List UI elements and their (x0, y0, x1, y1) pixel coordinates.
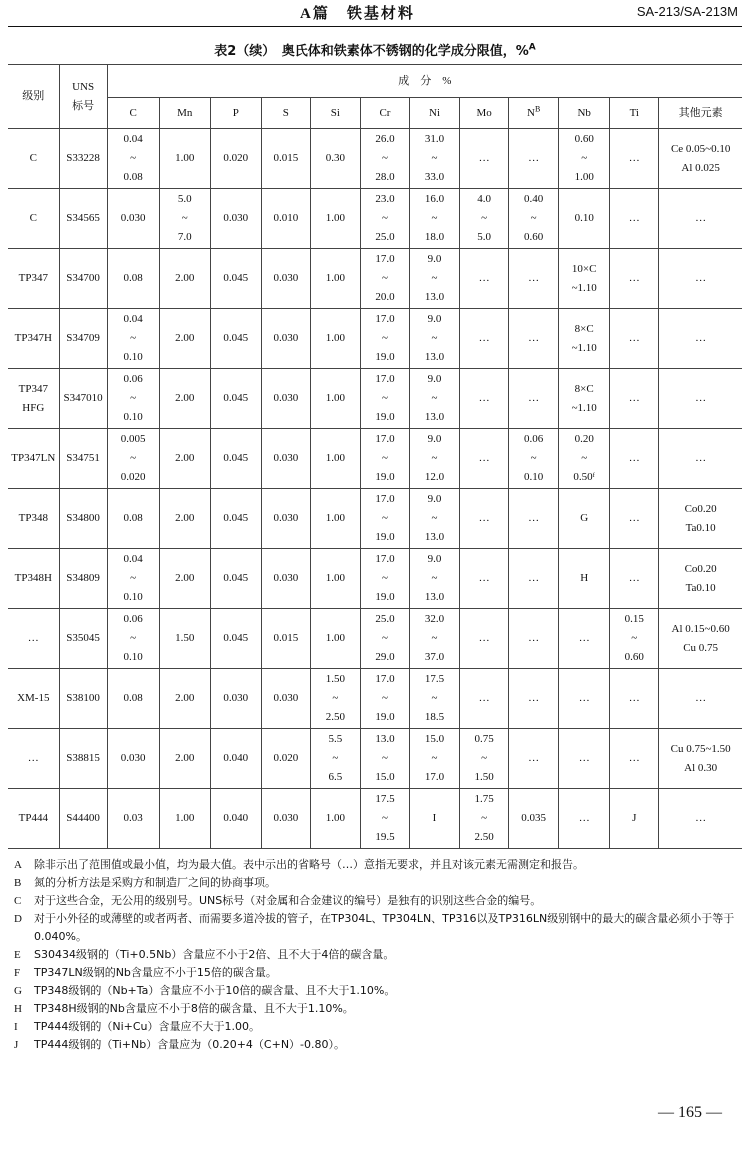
table-cell: 1.00 (310, 609, 360, 669)
header-grade: 级别 (8, 65, 59, 129)
table-cell: 5.5 ~ 6.5 (310, 729, 360, 789)
table-row (8, 429, 742, 489)
table-cell: … (509, 669, 559, 729)
table-cell: 9.0 ~ 13.0 (409, 249, 459, 309)
table-cell: … (509, 129, 559, 189)
footnote-text: TP444级钢的（Ti+Nb）含量应为（0.20+4（C+N）-0.80）。 (34, 1038, 346, 1051)
header-uns: UNS 标号 (59, 65, 107, 129)
table-row (8, 189, 742, 249)
table-cell: C (8, 189, 59, 249)
table-cell: 0.020 (210, 129, 261, 189)
table-cell: S34709 (59, 309, 107, 369)
footnote-text: TP348级钢的（Nb+Ta）含量应不小于10倍的碳含量、且不大于1.10%。 (34, 984, 396, 997)
table-cell: … (610, 369, 659, 429)
table-cell: 0.030 (107, 189, 159, 249)
table-cell: 0.030 (261, 309, 310, 369)
table-cell: 0.045 (210, 369, 261, 429)
running-header-standard: SA-213/SA-213M (636, 4, 738, 19)
table-cell: 0.06 ~ 0.10 (509, 429, 559, 489)
table-cell: … (460, 309, 509, 369)
table-cell: … (460, 549, 509, 609)
table-cell: 0.04 ~ 0.10 (107, 309, 159, 369)
header-element-5: Cr (360, 98, 409, 129)
footnote-text: TP444级钢的（Ni+Cu）含量应不大于1.00。 (34, 1020, 260, 1033)
table-cell: 0.035 (509, 789, 559, 849)
table-cell: … (610, 189, 659, 249)
table-cell: … (610, 549, 659, 609)
table-cell: 1.00 (310, 369, 360, 429)
header-rule (8, 26, 742, 27)
table-cell: … (610, 489, 659, 549)
table-cell: … (460, 369, 509, 429)
table-cell: … (610, 669, 659, 729)
table-cell: 17.0 ~ 19.0 (360, 489, 409, 549)
table-cell: 1.00 (310, 789, 360, 849)
table-cell: 2.00 (159, 669, 210, 729)
footnotes (14, 856, 742, 1054)
footnote-key: B (14, 877, 22, 889)
table-cell: 1.00 (310, 489, 360, 549)
table-row (8, 249, 742, 309)
footnote-text: 氮的分析方法是采购方和制造厂之间的协商事项。 (34, 876, 276, 889)
table-cell: 2.00 (159, 729, 210, 789)
table-cell: 0.030 (210, 669, 261, 729)
footnote-key: C (14, 895, 22, 907)
table-cell: 9.0 ~ 13.0 (409, 309, 459, 369)
table-cell: 0.045 (210, 309, 261, 369)
table-cell: J (610, 789, 659, 849)
table-cell: 17.5 ~ 19.5 (360, 789, 409, 849)
table-cell: 1.00 (310, 189, 360, 249)
table-cell: 9.0 ~ 12.0 (409, 429, 459, 489)
table-cell: … (460, 129, 509, 189)
header-element-6: Ni (409, 98, 459, 129)
table-cell: Co0.20 Ta0.10 (659, 489, 742, 549)
footnote (14, 892, 742, 910)
table-cell: 25.0 ~ 29.0 (360, 609, 409, 669)
table-cell: 0.030 (261, 549, 310, 609)
table-cell: 0.045 (210, 489, 261, 549)
table-row (8, 729, 742, 789)
table-cell: 0.045 (210, 249, 261, 309)
table-cell: Ce 0.05~0.10 Al 0.025 (659, 129, 742, 189)
footnote-key: H (14, 1003, 22, 1015)
footnote-key: D (14, 913, 22, 925)
table-cell: C (8, 129, 59, 189)
table-cell: Cu 0.75~1.50 Al 0.30 (659, 729, 742, 789)
table-cell: 1.00 (310, 309, 360, 369)
caption-text: 表2（续） 奥氏体和铁素体不锈钢的化学成分限值，% (214, 44, 529, 59)
footnote (14, 946, 742, 964)
table-cell: … (460, 669, 509, 729)
table-cell: … (659, 249, 742, 309)
table-cell: TP347LN (8, 429, 59, 489)
header-element-3: S (261, 98, 310, 129)
table-cell: 10×C ~1.10 (559, 249, 610, 309)
table-cell: 0.030 (261, 429, 310, 489)
table-cell: 17.0 ~ 19.0 (360, 309, 409, 369)
table-cell: … (559, 729, 610, 789)
table-row (8, 309, 742, 369)
footnote-text: 除非示出了范围值或最小值，均为最大值。表中示出的省略号（…）意指无要求，并且对该元素无需测定和报告。 (34, 858, 584, 871)
table-cell: TP347 HFG (8, 369, 59, 429)
table-cell: TP444 (8, 789, 59, 849)
caption-footnote-mark: A (528, 42, 536, 53)
table-cell: 0.08 (107, 489, 159, 549)
table-cell: … (8, 609, 59, 669)
header-element-7: Mo (460, 98, 509, 129)
table-cell: … (659, 669, 742, 729)
table-cell: 0.75 ~ 1.50 (460, 729, 509, 789)
table-cell: 0.08 (107, 669, 159, 729)
table-cell: 0.045 (210, 549, 261, 609)
table-cell: 0.030 (261, 249, 310, 309)
table-cell: … (610, 309, 659, 369)
table-cell: … (509, 489, 559, 549)
table-row (8, 369, 742, 429)
table-cell: TP348 (8, 489, 59, 549)
table-cell: … (610, 429, 659, 489)
footnote (14, 964, 742, 982)
header-element-8: $N^B$ (509, 98, 559, 129)
table-cell: 0.015 (261, 129, 310, 189)
table-cell: 0.15 ~ 0.60 (610, 609, 659, 669)
table-cell: … (659, 369, 742, 429)
table-cell: … (460, 249, 509, 309)
table-cell: 0.40 ~ 0.60 (509, 189, 559, 249)
table-cell: 0.030 (261, 369, 310, 429)
table-cell: 0.045 (210, 429, 261, 489)
footnote (14, 1000, 742, 1018)
table-cell: 2.00 (159, 489, 210, 549)
chemical-composition-table (8, 64, 742, 849)
table-cell: 2.00 (159, 549, 210, 609)
table-cell: … (460, 429, 509, 489)
table-cell: … (610, 729, 659, 789)
table-cell: 0.030 (210, 189, 261, 249)
running-header-title: A篇 铁基材料 (300, 6, 415, 22)
table-cell: S33228 (59, 129, 107, 189)
table-cell: 2.00 (159, 429, 210, 489)
table-cell: S38815 (59, 729, 107, 789)
table-cell: 0.010 (261, 189, 310, 249)
table-cell: 8×C ~1.10 (559, 369, 610, 429)
table-cell: 15.0 ~ 17.0 (409, 729, 459, 789)
table-cell: 9.0 ~ 13.0 (409, 369, 459, 429)
footnote-text: TP348H级钢的Nb含量应不小于8倍的碳含量、且不大于1.10%。 (34, 1002, 354, 1015)
header-element-1: Mn (159, 98, 210, 129)
table-cell: 0.030 (261, 669, 310, 729)
table-cell: 13.0 ~ 15.0 (360, 729, 409, 789)
footnote (14, 910, 742, 946)
table-cell: G (559, 489, 610, 549)
footnote-text: 对于这些合金，无公用的级别号。UNS标号（对金属和合金建议的编号）是独有的识别这些合金的编号。 (34, 894, 542, 907)
table-cell: 0.030 (261, 489, 310, 549)
table-cell: 1.50 (159, 609, 210, 669)
table-cell: 17.0 ~ 19.0 (360, 429, 409, 489)
table-cell: … (509, 249, 559, 309)
table-cell: … (509, 309, 559, 369)
table-cell: 1.00 (310, 549, 360, 609)
table-cell: 0.030 (107, 729, 159, 789)
footnote (14, 1018, 742, 1036)
table-row (8, 129, 742, 189)
table-cell: 2.00 (159, 309, 210, 369)
footnote-text: TP347LN级钢的Nb含量应不小于15倍的碳含量。 (34, 966, 277, 979)
table-cell: 4.0 ~ 5.0 (460, 189, 509, 249)
table-cell: 0.045 (210, 609, 261, 669)
table-cell: 9.0 ~ 13.0 (409, 489, 459, 549)
table-row (8, 669, 742, 729)
footnote (14, 1036, 742, 1054)
table-cell: … (659, 429, 742, 489)
table-cell: 32.0 ~ 37.0 (409, 609, 459, 669)
table-cell: … (559, 789, 610, 849)
table-cell: 0.60 ~ 1.00 (559, 129, 610, 189)
table-cell: 16.0 ~ 18.0 (409, 189, 459, 249)
table-cell: … (509, 729, 559, 789)
table-cell: Al 0.15~0.60 Cu 0.75 (659, 609, 742, 669)
table-cell: 1.00 (310, 249, 360, 309)
footnote (14, 982, 742, 1000)
table-cell: XM-15 (8, 669, 59, 729)
table-cell: TP348H (8, 549, 59, 609)
table-cell: H (559, 549, 610, 609)
table-cell: Co0.20 Ta0.10 (659, 549, 742, 609)
header-element-4: Si (310, 98, 360, 129)
table-cell: 0.03 (107, 789, 159, 849)
table-cell: TP347H (8, 309, 59, 369)
table-cell: 17.0 ~ 20.0 (360, 249, 409, 309)
table-cell: 1.00 (159, 789, 210, 849)
table-cell: 31.0 ~ 33.0 (409, 129, 459, 189)
table-cell: 1.00 (310, 429, 360, 489)
table-cell: 2.00 (159, 249, 210, 309)
footnote (14, 874, 742, 892)
table-cell: 0.04 ~ 0.10 (107, 549, 159, 609)
table-cell: S34809 (59, 549, 107, 609)
table-caption (0, 40, 750, 59)
table-cell: … (8, 729, 59, 789)
table-cell: … (559, 669, 610, 729)
table-cell: S34565 (59, 189, 107, 249)
header-element-10: Ti (610, 98, 659, 129)
table-cell: 17.0 ~ 19.0 (360, 369, 409, 429)
table-cell: 2.00 (159, 369, 210, 429)
table-cell: … (509, 609, 559, 669)
table-cell: 23.0 ~ 25.0 (360, 189, 409, 249)
table-cell: … (460, 609, 509, 669)
footnote-key: E (14, 949, 21, 961)
table-cell: 0.10 (559, 189, 610, 249)
table-cell: 1.50 ~ 2.50 (310, 669, 360, 729)
table-cell: S347010 (59, 369, 107, 429)
table-cell: S38100 (59, 669, 107, 729)
table-cell: … (509, 369, 559, 429)
table-cell: S34700 (59, 249, 107, 309)
header-element-11: 其他元素 (659, 98, 742, 129)
table-cell: TP347 (8, 249, 59, 309)
table-cell: 0.040 (210, 729, 261, 789)
table-cell: 0.030 (261, 789, 310, 849)
table-cell: … (610, 129, 659, 189)
table-cell: 9.0 ~ 13.0 (409, 549, 459, 609)
table-cell: 1.75 ~ 2.50 (460, 789, 509, 849)
table-cell: 0.20 ~ 0.50ᶠ (559, 429, 610, 489)
footnote-key: I (14, 1021, 18, 1033)
page-number: — 165 — (658, 1104, 722, 1121)
footnote-key: A (14, 859, 22, 871)
table-cell: 26.0 ~ 28.0 (360, 129, 409, 189)
table-cell: S44400 (59, 789, 107, 849)
table-row (8, 789, 742, 849)
table-cell: 0.020 (261, 729, 310, 789)
table-cell: … (559, 609, 610, 669)
table-cell: 17.0 ~ 19.0 (360, 669, 409, 729)
table-cell: 8×C ~1.10 (559, 309, 610, 369)
table-cell: S34751 (59, 429, 107, 489)
table-row (8, 549, 742, 609)
table-cell: 5.0 ~ 7.0 (159, 189, 210, 249)
footnote-text: S30434级钢的（Ti+0.5Nb）含量应不小于2倍、且不大于4倍的碳含量。 (34, 948, 395, 961)
header-element-9: Nb (559, 98, 610, 129)
table-cell: … (659, 789, 742, 849)
footnote-key: J (14, 1039, 19, 1051)
table-cell: … (460, 489, 509, 549)
table-cell: 0.06 ~ 0.10 (107, 609, 159, 669)
table-cell: 0.015 (261, 609, 310, 669)
table-cell: 0.30 (310, 129, 360, 189)
header-composition: 成 分 % (107, 65, 742, 98)
header-element-0: C (107, 98, 159, 129)
table-cell: … (659, 309, 742, 369)
table-cell: 0.005 ~ 0.020 (107, 429, 159, 489)
footnote (14, 856, 742, 874)
table-cell: 0.040 (210, 789, 261, 849)
table-cell: 0.04 ~ 0.08 (107, 129, 159, 189)
table-row (8, 489, 742, 549)
table-row (8, 609, 742, 669)
table-cell: … (610, 249, 659, 309)
header-element-2: P (210, 98, 261, 129)
table-cell: … (509, 549, 559, 609)
table-cell: 17.0 ~ 19.0 (360, 549, 409, 609)
footnote-key: F (14, 967, 21, 979)
table-cell: S34800 (59, 489, 107, 549)
table-cell: S35045 (59, 609, 107, 669)
table-cell: 0.06 ~ 0.10 (107, 369, 159, 429)
table-cell: 1.00 (159, 129, 210, 189)
table-cell: 0.08 (107, 249, 159, 309)
footnote-key: G (14, 985, 22, 997)
footnote-text: 对于小外径的或薄壁的或者两者、而需要多道冷拔的管子，在TP304L、TP304LN、TP316以及TP316LN级别钢中的最大的碳含量必须小于等于0.040%。 (34, 912, 735, 943)
table-cell: 17.5 ~ 18.5 (409, 669, 459, 729)
table-cell: … (659, 189, 742, 249)
table-cell: I (409, 789, 459, 849)
